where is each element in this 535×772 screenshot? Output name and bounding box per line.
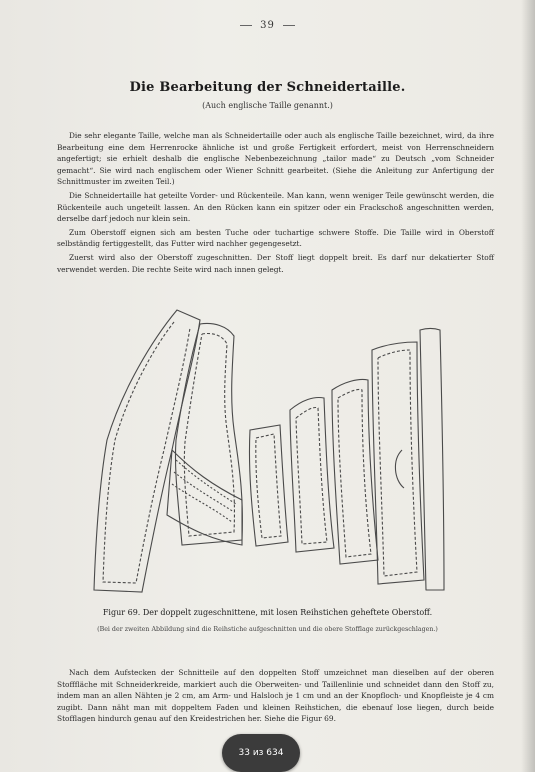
outer-right-piece (420, 329, 444, 591)
page-number (0, 20, 535, 31)
pattern-figure (82, 300, 452, 600)
page-indicator (222, 734, 300, 772)
dash-right (283, 25, 295, 26)
right-back-seam (378, 350, 417, 576)
paragraph: Die Schneidertaille hat geteilte Vorder- und Rückenteile. Man kann, wenn weniger Teile gewünscht werden, die Rückenteile auch ungeteilt lassen. An den Rücken kann ein spitzer oder ein Frackschoß angeschnitten werden, derselbe darf jedoch nur klein sein. (57, 190, 494, 224)
page-edge-shadow (521, 0, 535, 772)
side-back-piece (332, 379, 378, 564)
folded-layer (167, 450, 242, 545)
back-piece-seam (296, 407, 327, 544)
side-back-seam (338, 389, 371, 557)
side-front-piece (175, 324, 242, 546)
paragraph: Die sehr elegante Taille, welche man als Schneidertaille oder auch als englische Taille bezeichnet, wird, da ihre Bearbeitung eine dem Herrenrocke ähnliche ist und große Fertigkeit erfordert, meist von Herrenschneidern angefertigt; sie erhielt deshalb die englische Nebenbezeichnung „tailor made“ zu Deutsch „vom Schneider gemacht“. Sie wird nach englischem oder Wiener Schnitt gearbeitet. (Siehe die Anleitung zur Anfertigung der Schnittmuster im zweiten Teil.) (57, 131, 494, 187)
outer-right-arc (395, 450, 404, 488)
section-title: Die Bearbeitung der Schneidertaille. (129, 80, 406, 95)
paragraph: Zuerst wird also der Oberstoff zugeschnitten. Der Stoff liegt doppelt breit. Es darf nur dekatierter Stoff verwendet werden. Die rechte Seite wird nach innen gelegt. (57, 252, 494, 274)
page-indicator-text: 33 из 634 (238, 748, 284, 758)
narrow-piece-seam (256, 434, 281, 538)
front-piece-seam (103, 322, 190, 583)
body-text-continued (57, 667, 494, 725)
paragraph: Zum Oberstoff eignen sich am besten Tuche oder tuchartige schwere Stoffe. Die Taille wird in Oberstoff selbständig fertiggestellt, das Futter wird nachher gegengesetzt. (57, 227, 494, 249)
pattern-pieces-drawing (82, 300, 452, 600)
body-text (57, 130, 494, 277)
paragraph: Nach dem Aufstecken der Schnitteile auf den doppelten Stoff umzeichnet man dieselben auf der oberen Stofffläche mit Schneiderkreide, markiert auch die Oberweiten- und Taillenlinie und schneidet dann den Stoff zu, indem man an allen Nähten je 2 cm, am Arm- und Halsloch je 1 cm und an der Knopfloch- und Knopfleiste je 4 cm zugibt. Dann näht man mit doppeltem Faden und kleinen Reihstichen, die ebenauf lose liegen, durch beide Stofflagen hindurch genau auf den Kreidestrichen her. Siehe die Figur 69. (57, 668, 494, 724)
dash-left (240, 25, 252, 26)
figure-note: (Bei der zweiten Abbildung sind die Reihstiche aufgeschnitten und die obere Stofflage zurückgeschlagen.) (97, 626, 438, 633)
section-subtitle: (Auch englische Taille genannt.) (202, 101, 333, 110)
figure-caption: Figur 69. Der doppelt zugeschnittene, mit losen Reihstichen geheftete Oberstoff. (102, 608, 433, 617)
page-number-text: 39 (260, 20, 275, 31)
narrow-piece (249, 425, 288, 546)
